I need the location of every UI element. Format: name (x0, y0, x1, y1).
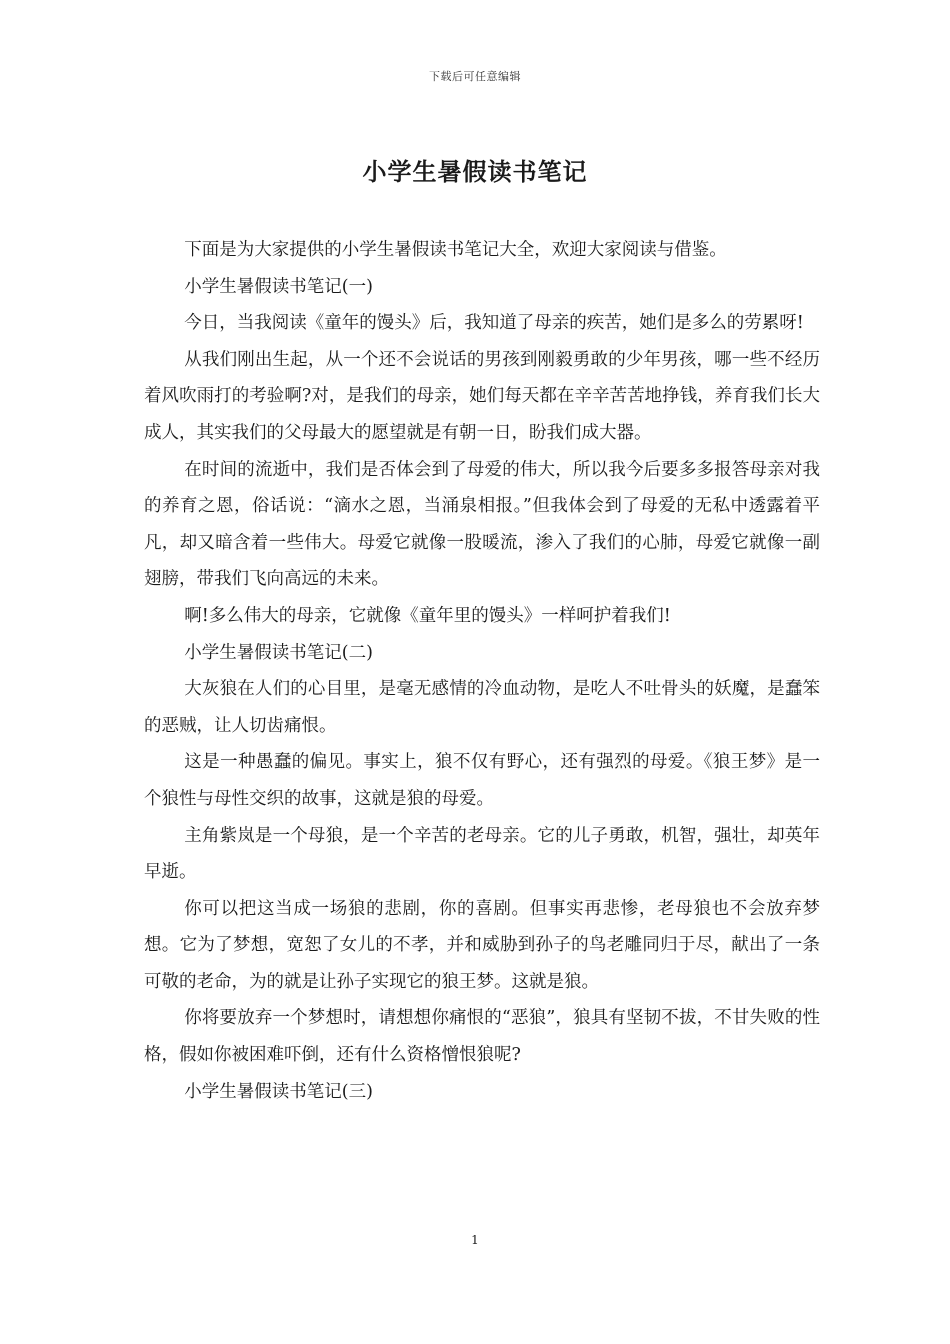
section-heading: 小学生暑假读书笔记(一) (184, 276, 373, 297)
page-title: 小学生暑假读书笔记 (362, 157, 588, 186)
paragraph: 主角紫岚是一个母狼，是一个辛苦的老母亲。它的儿子勇敢，机智，强壮，却英年早逝。 (144, 825, 820, 883)
section-heading: 小学生暑假读书笔记(三) (184, 1081, 373, 1102)
paragraph: 从我们刚出生起，从一个还不会说话的男孩到刚毅勇敢的少年男孩，哪一些不经历着风吹雨打的考验啊?对，是我们的母亲，她们每天都在辛辛苦苦地挣钱，养育我们长大成人，其实我们的父母最大的愿望就是有朝一日，盼我们成大器。 (144, 349, 820, 443)
paragraph: 在时间的流逝中，我们是否体会到了母爱的伟大，所以我今后要多多报答母亲对我的养育之恩，俗话说：“滴水之恩，当涌泉相报。”但我体会到了母爱的无私中透露着平凡，却又暗含着一些伟大。母爱它就像一股暖流，渗入了我们的心肺，母爱它就像一副翅膀，带我们飞向高远的未来。 (144, 459, 820, 590)
paragraph: 大灰狼在人们的心目里，是毫无感情的冷血动物，是吃人不吐骨头的妖魔，是蠢笨的恶贼，让人切齿痛恨。 (144, 679, 820, 736)
paragraph: 你可以把这当成一场狼的悲剧，你的喜剧。但事实再悲惨，老母狼也不会放弃梦想。它为了梦想，宽恕了女儿的不孝，并和威胁到孙子的鸟老雕同归于尽，献出了一条可敬的老命，为的就是让孙子实现它的狼王梦。这就是狼。 (144, 898, 820, 992)
section-heading: 小学生暑假读书笔记(二) (184, 642, 373, 663)
paragraph: 你将要放弃一个梦想时，请想想你痛恨的“恶狼”，狼具有坚韧不拔，不甘失败的性格，假如你被困难吓倒，还有什么资格憎恨狼呢? (144, 1008, 820, 1066)
paragraph: 这是一种愚蠢的偏见。事实上，狼不仅有野心，还有强烈的母爱。《狼王梦》是一个狼性与母性交织的故事，这就是狼的母爱。 (144, 752, 820, 809)
header-note: 下载后可任意编辑 (429, 70, 521, 83)
paragraph: 啊!多么伟大的母亲，它就像《童年里的馒头》一样呵护着我们! (184, 605, 671, 626)
paragraph: 今日，当我阅读《童年的馒头》后，我知道了母亲的疾苦，她们是多么的劳累呀! (184, 313, 804, 334)
body-text (144, 232, 820, 1110)
intro-paragraph: 下面是为大家提供的小学生暑假读书笔记大全，欢迎大家阅读与借鉴。 (184, 240, 727, 260)
page-number: 1 (471, 1233, 479, 1247)
